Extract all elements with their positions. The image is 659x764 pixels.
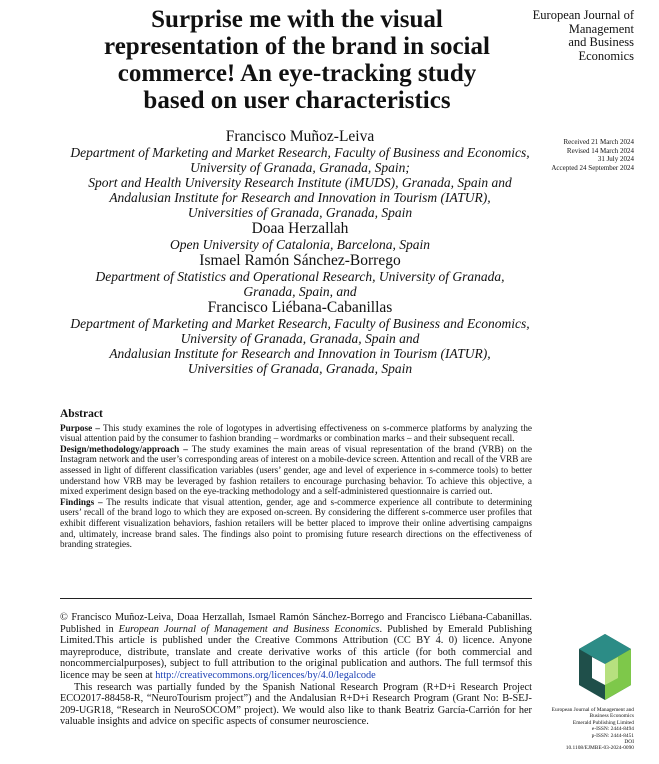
pubinfo-line: e-ISSN: 2444-8494 [591,726,634,733]
affiliation-line: Universities of Granada, Granada, Spain [187,361,413,376]
doi-value: 10.1108/EJMBE-03-2024-0090 [565,745,634,752]
date-revised-2: 31 July 2024 [597,155,634,163]
abstract-section [60,409,532,550]
doi-label: DOI [624,739,634,746]
title-line: representation of the brand in social [104,33,490,60]
pubinfo-line: p-ISSN: 2444-8451 [591,732,634,739]
affiliation-line: University of Granada, Granada, Spain and [180,331,420,346]
date-accepted: Accepted 24 September 2024 [551,163,634,172]
publisher-info [532,707,634,752]
title-line: commerce! An eye-tracking study [117,60,477,87]
affiliation-line: Andalusian Institute for Research and Innovation in Tourism (IATUR), [109,190,491,205]
author-name: Ismael Ramón Sánchez-Borrego [199,252,401,269]
abstract-findings [60,497,532,550]
affiliation-line: Andalusian Institute for Research and Innovation in Tourism (IATUR), [109,346,491,361]
title-line: Surprise me with the visual [151,6,443,33]
affiliation-line: Department of Marketing and Market Research, Faculty of Business and Economics, [70,145,530,160]
license-part1: © Francisco Muñoz-Leiva, Doaa Herzallah, Ismael Ramón Sánchez-Borrego and Francisco Liébana-Cabanillas. Published in [60,612,532,635]
license-journal: European Journal of Management and Business Economics [118,623,380,635]
affiliation-line: Sport and Health University Research Institute (iMUDS), Granada, Spain and [88,175,512,190]
abstract-design [60,444,532,497]
author-affiliation [50,237,550,252]
funding-text: This research was partially funded by the Spanish National Research Program (R+D+i Research Project ECO2017-88458-R, “NeuroTourism project”) and the Andalusian R+D+i Research Program (Grant No: B-SEJ-209-UGR18, “Research in NeuroSOCOM” project). We would also like to thank Beatriz García-Carrión for her valuable insights and advice on specific aspects of consumer neuroscience. [60,681,532,728]
affiliation-line: Granada, Spain, and [243,284,357,299]
journal-name [526,9,634,63]
journal-name-line: Management [568,21,634,36]
doi-line [532,739,634,752]
findings-text: The results indicate that visual attention, gender, age and s-commerce experience all contribute to determining users’ recall of the brand logo to which they are exposed on-screen. By considering the different s-commerce user profiles that exhibit different visualization behaviors, fashion retailers will be better placed to improve their online advertising campaigns and, ultimately, increase brand sales. The findings also point to promising future research directions on the effectiveness of branding strategies. [60,496,532,550]
affiliation-line: Open University of Catalonia, Barcelona, Spain [169,237,431,252]
affiliation-line: Universities of Granada, Granada, Spain [187,205,413,220]
license-text [60,612,532,682]
design-label: Design/methodology/approach – [60,443,188,454]
journal-name-line: and Business [568,35,634,49]
purpose-label: Purpose – [60,422,100,433]
author-affiliation [50,145,550,220]
author-name: Francisco Liébana-Cabanillas [207,299,393,316]
abstract-purpose [60,423,532,444]
abstract-heading: Abstract [60,408,103,420]
author-name: Doaa Herzallah [251,220,349,237]
affiliation-line: University of Granada, Granada, Spain; [190,160,410,175]
emerald-logo-icon [577,632,633,702]
purpose-text: This study examines the role of logotypes in advertising effectiveness on s-commerce platforms by analyzing the visual attention paid by the consumer to fashion branding – wordmarks or combination marks – and their subsequent recall. [60,422,533,444]
license-part2: . Published by Emerald Publishing Limited.This article is published under the Creative Commons Attribution (CC BY 4. 0) licence. Anyone mayreproduce, distribute, translate and create derivative works of this article (for both commercial and noncommercialpurposes), subject to full attribution to the original publication and authors. The full termsof this licence may be seen at [60,623,532,681]
affiliation-line: Department of Marketing and Market Research, Faculty of Business and Economics, [70,316,530,331]
pubinfo-line: Emerald Publishing Limited [572,719,634,726]
journal-name-line: European Journal of [532,8,634,22]
design-text: The study examines the main areas of visual representation of the brand (VRB) on the Instagram network and the user’s corresponding areas of interest on a mobile-device screen. Attention and recall of the VRB are assessed in light of different classification variables (users’ gender, age and level of experience in s-commerce tools) to better understand how VRB may be leveraged by fashion retailers to encourage purchasing behavior. To achieve this objective, a mixed experiment design based on the eye-tracking methodology and a self-administered questionnaire is carried out. [60,443,532,497]
pubinfo-line: European Journal of Management and [551,707,634,713]
license-link[interactable]: http://creativecommons.org/licences/by/4.0/legalcode [155,669,376,681]
pubinfo-line: Business Economics [589,713,634,720]
author-name: Francisco Muñoz-Leiva [225,128,375,145]
findings-label: Findings – [60,496,103,507]
journal-name-line: Economics [578,48,634,63]
date-received: Received 21 March 2024 [563,138,634,146]
author-affiliation [50,316,550,376]
affiliation-line: Department of Statistics and Operational Research, University of Granada, [95,269,505,284]
title-line: based on user characteristics [143,87,451,114]
license-section [60,612,532,728]
section-divider [60,598,532,599]
article-title [62,6,532,114]
author-block [50,128,550,376]
author-affiliation [50,269,550,299]
date-revised: Revised 14 March 2024 [566,146,634,155]
